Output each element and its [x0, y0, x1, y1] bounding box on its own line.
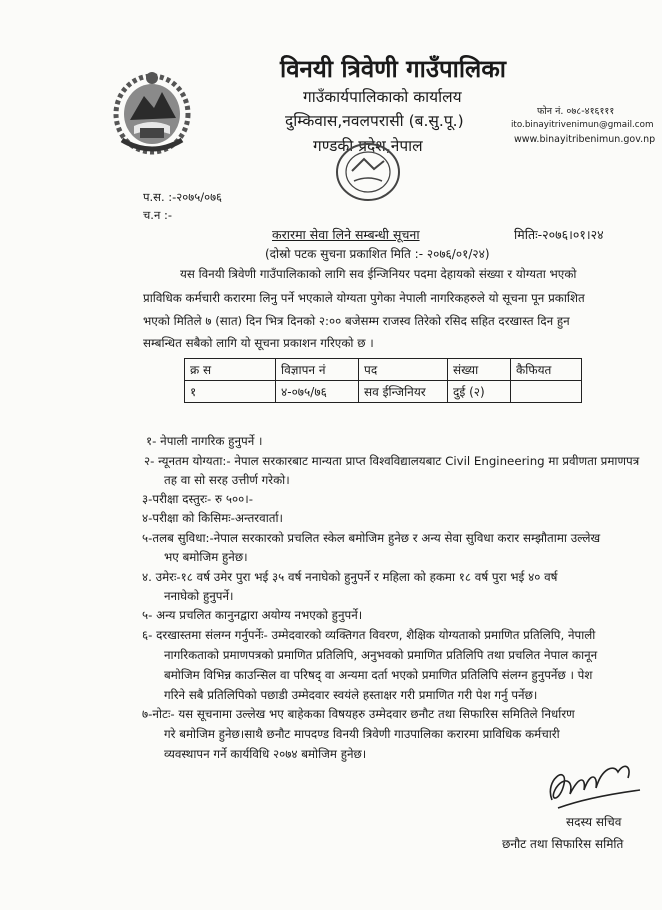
- requirement-line: २- न्यूनतम योग्यता:- नेपाल सरकारबाट मान्यता प्राप्त विश्वविद्यालयबाट Civil Engineering मा प्रवीणता प्रमाणपत्र: [144, 454, 640, 468]
- requirement-line: ५- अन्य प्रचलित कानुनद्वारा अयोग्य नभएको हुनुपर्ने।: [142, 608, 363, 622]
- table-cell: सव ईन्जिनियर: [359, 381, 448, 403]
- reference-number: प.स. :-२०७५/०७६: [143, 190, 223, 204]
- table-header-row: [185, 359, 582, 381]
- email-address: ito.binayitrivenimun@gmail.com: [511, 120, 654, 130]
- office-subtitle: गाउँकार्यपालिकाको कार्यालय: [303, 88, 462, 106]
- requirement-line: ४-परीक्षा को किसिमः-अन्तरवार्ता।: [142, 511, 284, 525]
- table-cell: [511, 381, 582, 403]
- municipality-emblem-logo: [110, 68, 194, 156]
- dispatch-number: च.न :-: [143, 208, 173, 222]
- notice-body-line: सम्बन्धित सबैको लागि यो सूचना प्रकाशन गरिएको छ ।: [143, 336, 374, 350]
- handwritten-signature: [540, 750, 645, 818]
- office-address: दुम्किवास,नवलपरासी (ब.सु.पू.): [285, 112, 464, 130]
- vacancy-table: [184, 358, 582, 403]
- notice-body-line: प्राविधिक कर्मचारी करारमा लिनु पर्ने भएकाले योग्यता पुगेका नेपाली नागरिकहरुले यो सूचना पून प्रकाशित: [143, 291, 585, 305]
- signatory-committee: छनौट तथा सिफारिस समिति: [502, 837, 624, 851]
- office-name-heading: विनयी त्रिवेणी गाउँपालिका: [280, 55, 506, 83]
- notice-body-line: भएको मितिले ७ (सात) दिन भित्र दिनको २:०० बजेसम्म राजस्व तिरेको रसिद सहित दरखास्त दिन हुन: [143, 314, 570, 328]
- office-province: गण्डकी प्रदेश,नेपाल: [313, 137, 423, 155]
- table-header-cell: पद: [359, 359, 448, 381]
- requirement-line: गरे बमोजिम हुनेछ।साथै छनौट मापदण्ड विनयी त्रिवेणी गाउपालिका करारमा प्राविधिक कर्मचारी: [164, 727, 560, 741]
- requirement-line: भए बमोजिम हुनेछ।: [164, 550, 248, 564]
- requirement-line: ५-तलब सुविधा:-नेपाल सरकारको प्रचलित स्केल बमोजिम हुनेछ र अन्य सेवा सुविधा करार सम्झौतामा उल्लेख: [142, 531, 601, 545]
- requirement-line: बमोजिम विभिन्न काउन्सिल वा परिषद् वा अन्यमा दर्ता भएको प्रमाणित प्रतिलिपि संलग्न हुनुपर्नेछ । पेश: [164, 668, 593, 682]
- table-header-cell: क्र स: [185, 359, 276, 381]
- table-row: [185, 381, 582, 403]
- requirement-line: ३-परीक्षा दस्तुरः- रु ५००।-: [142, 492, 253, 506]
- requirement-line: १- नेपाली नागरिक हुनुपर्ने ।: [146, 434, 263, 448]
- table-cell: १: [185, 381, 276, 403]
- notice-body-line: यस विनयी त्रिवेणी गाउँपालिकाको लागि सव ईन्जिनियर पदमा देहायको संख्या र योग्यता भएको: [180, 267, 577, 281]
- table-header-cell: विज्ञापन नं: [276, 359, 359, 381]
- table-cell: दुई (२): [448, 381, 511, 403]
- notice-date: मितिः-२०७६।०१।२४: [514, 227, 604, 242]
- requirement-line: व्यवस्थापन गर्ने कार्यविधि २०७४ बमोजिम हुनेछ।: [164, 747, 367, 761]
- phone-number: फोन नं. ०७८-४१६१११: [537, 106, 615, 117]
- second-publication-note: (दोस्रो पटक सुचना प्रकाशित मिति :- २०७६/०१/२४): [265, 247, 490, 261]
- requirement-line: ४. उमेरः-१८ वर्ष उमेर पुरा भई ३५ वर्ष ननाघेको हुनुपर्ने र महिला को हकमा १८ वर्ष पुरा भई ४० वर्ष: [142, 570, 558, 584]
- requirement-line: नागरिकताको प्रमाणपत्रको प्रमाणित प्रतिलिपि, अनुभवको प्रमाणित प्रतिलिपि तथा प्रचलित नेपाल कानून: [164, 648, 598, 662]
- website-address: www.binayitribenimun.gov.np: [514, 134, 656, 145]
- notice-subject: करारमा सेवा लिने सम्बन्धी सूचना: [272, 227, 420, 242]
- table-header-cell: कैफियत: [511, 359, 582, 381]
- requirement-line: ननाघेको हुनुपर्ने।: [164, 589, 234, 603]
- table-header-cell: संख्या: [448, 359, 511, 381]
- office-seal-stamp: [334, 141, 402, 203]
- table-cell: ४-०७५/७६: [276, 381, 359, 403]
- signatory-title: सदस्य सचिव: [566, 815, 622, 829]
- requirement-line: ६- दरखास्तमा संलग्न गर्नुपर्नेः- उम्मेदवारको व्यक्तिगत विवरण, शैक्षिक योग्यताको प्रमाणित प्रतिलिपि, नेपाली: [142, 628, 596, 642]
- requirement-line: ७-नोटः- यस सूचनामा उल्लेख भए बाहेकका विषयहरु उम्मेदवार छनौट तथा सिफारिस समितिले निर्धारण: [142, 707, 575, 721]
- requirement-line: तह वा सो सरह उत्तीर्ण गरेको।: [164, 473, 290, 487]
- requirement-line: गरिने सबै प्रतिलिपिको पछाडी उम्मेदवार स्वयंले हस्ताक्षर गरी प्रमाणित गरी पेश गर्नु पर्नेछ।: [164, 688, 538, 702]
